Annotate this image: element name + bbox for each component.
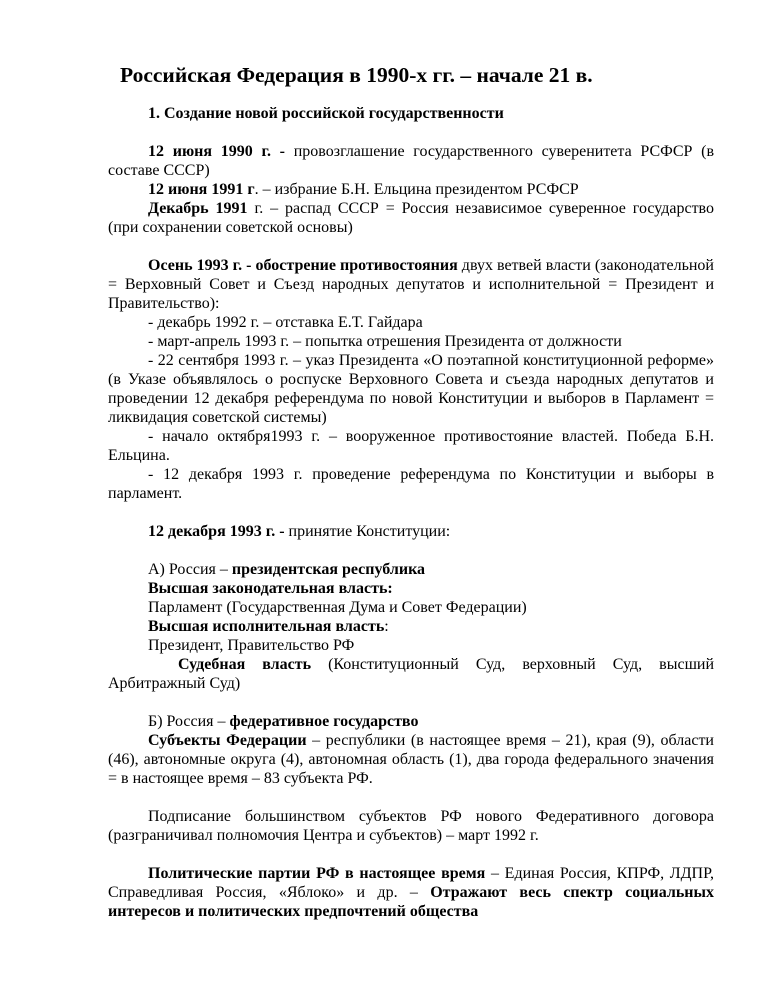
list-item: - декабрь 1992 г. – отставка Е.Т. Гайдара [148, 314, 423, 331]
legislative-heading: Высшая законодательная власть: [148, 580, 393, 597]
list-item: - март-апрель 1993 г. – попытка отрешения Президента от должности [148, 333, 622, 350]
judicial-paragraph: Судебная власть (Конституционный Суд, верховный Суд, высший Арбитражный Суд) [108, 656, 715, 692]
page-title: Российская Федерация в 1990-х гг. – начале 21 в. [120, 63, 593, 87]
parties-paragraph: Политические партии РФ в настоящее время – Единая Россия, КПРФ, ЛДПР, Справедливая Россия, «Яблоко» и др. – Отражают весь спектр социальных интересов и политических предпочтений общества [108, 865, 715, 920]
treaty-paragraph: Подписание большинством субъектов РФ нового Федеративного договора (разграничивал полномочия Центра и субъектов) – март 1992 г. [108, 808, 714, 844]
section-heading: 1. Создание новой российской государственности [148, 105, 504, 122]
list-item: - 12 декабря 1993 г. проведение референдума по Конституции и выборы в парламент. [108, 466, 714, 502]
paragraph-autumn-1993: Осень 1993 г. - обострение противостояния двух ветвей власти (законодательной = Верховный Совет и Съезд народных депутатов и исполнительной = Президент и Правительство): [108, 257, 714, 312]
paragraph-1991: 12 июня 1991 г. – избрание Б.Н. Ельцина президентом РСФСР [148, 181, 579, 198]
paragraph-constitution: 12 декабря 1993 г. - принятие Конституции: [148, 523, 451, 540]
list-item: - 22 сентября 1993 г. – указ Президента «О поэтапной конституционной реформе» (в Указе объявлялось о роспуске Верховного Совета и съезда народных депутатов и проведении 12 декабря референдума по новой Конституции и выборов в Парламент = ликвидация советской системы) [108, 352, 714, 426]
executive-heading: Высшая исполнительная власть: [148, 618, 389, 635]
section-b: Б) Россия – федеративное государство [148, 713, 419, 730]
document-page [108, 62, 714, 921]
section-a: А) Россия – президентская республика [148, 561, 426, 578]
paragraph-1990: 12 июня 1990 г. - провозглашение государственного суверенитета РСФСР (в составе СССР) [108, 143, 715, 179]
legislative-text: Парламент (Государственная Дума и Совет Федерации) [148, 599, 527, 616]
list-item: - начало октября1993 г. – вооруженное противостояние властей. Победа Б.Н. Ельцина. [108, 428, 714, 464]
paragraph-dec-1991: Декабрь 1991 г. – распад СССР = Россия независимое суверенное государство (при сохранении советской основы) [108, 200, 715, 236]
subjects-paragraph: Субъекты Федерации – республики (в настоящее время – 21), края (9), области (46), автономные округа (4), автономная область (1), два города федерального значения = в настоящее время – 83 субъекта РФ. [108, 732, 714, 787]
executive-text: Президент, Правительство РФ [148, 637, 355, 654]
